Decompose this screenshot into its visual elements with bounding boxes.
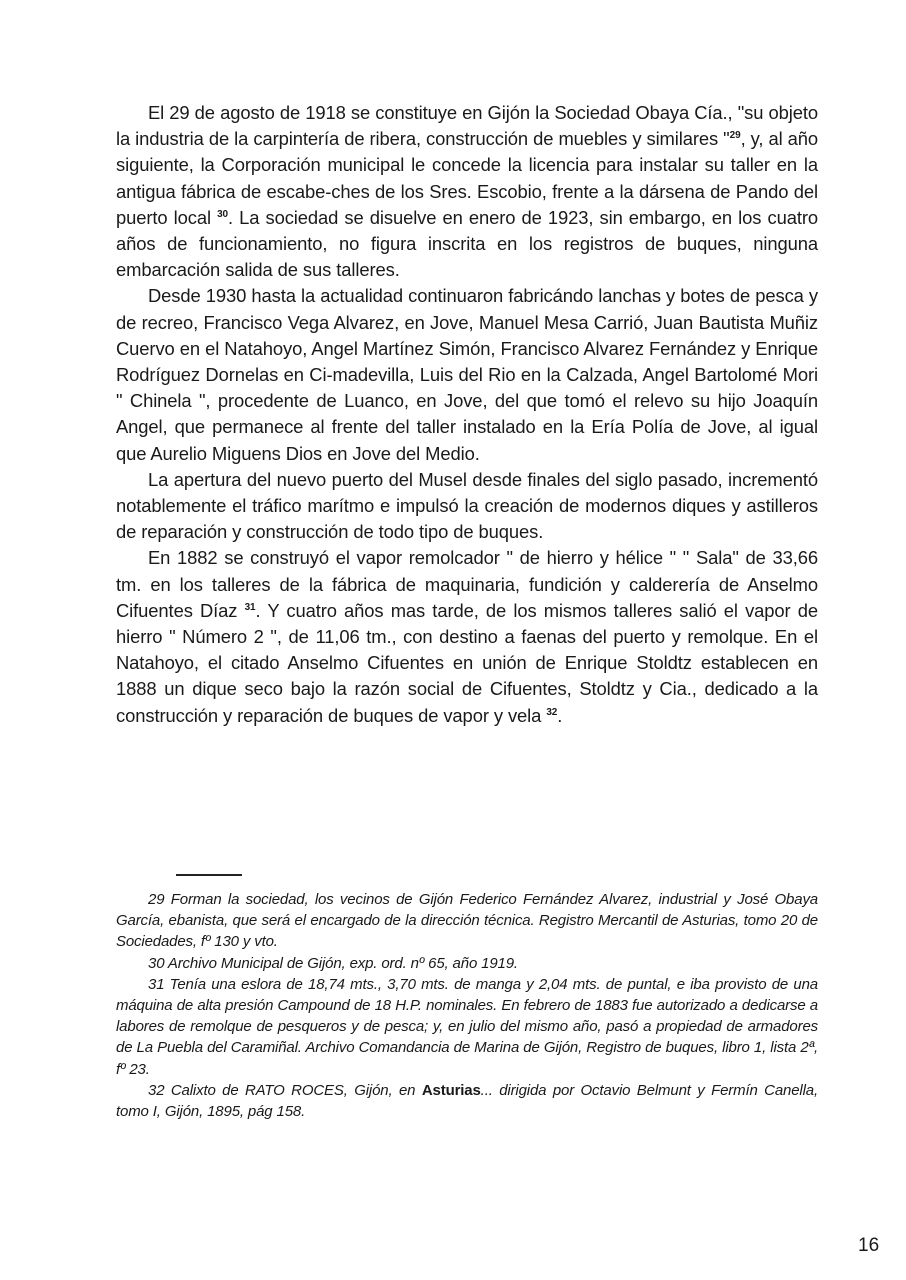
footnote-ref-32: 32 xyxy=(546,706,558,718)
footnotes xyxy=(116,889,818,1122)
footnote-separator xyxy=(176,874,242,876)
footnote-ref-30: 30 xyxy=(217,208,229,220)
footnote-ref-29: 29 xyxy=(729,130,741,142)
paragraph-1: El 29 de agosto de 1918 se constituye en Gijón la Sociedad Obaya Cía., "su objeto la industria de la carpintería de ribera, construcción de muebles y similares "$^{29}$, y, al año siguiente, la Corporación municipal le concede la licencia para instalar su taller en la antigua fábrica de escabe-ches de los Sres. Escobio, frente a la dársena de Pando del puerto local $^{30}$. La sociedad se disuelve en enero de 1923, sin embargo, en los cuatro años de funcionamiento, no figura inscrita en los registros de buques, ninguna embarcación salida de sus talleres. xyxy=(116,102,819,281)
footnote-30: 30 Archivo Municipal de Gijón, exp. ord. nº 65, año 1919. xyxy=(148,954,518,972)
footnote-ref-31: 31 xyxy=(244,601,256,613)
footnote-29: 29 Forman la sociedad, los vecinos de Gijón Federico Fernández Alvarez, industrial y José Obaya García, ebanista, que será el encargado de la dirección técnica. Registro Mercantil de Asturias, tomo 20 de Sociedades, fº 130 y vto. xyxy=(116,891,818,951)
footnote-32-bold-title: Asturias xyxy=(421,1081,481,1099)
footnote-31: 31 Tenía una eslora de 18,74 mts., 3,70 mts. de manga y 2,04 mts. de puntal, e iba provisto de una máquina de alta presión Campound de 18 H.P. nominales. En febrero de 1883 fue autorizado a dedicarse a labores de remolque de pesqueros y de pesca; y, en julio del mismo año, pasó a propiedad de armadores de La Puebla del Caramiñal. Archivo Comandancia de Marina de Gijón, Registro de buques, libro 1, lista 2ª, fº 23. xyxy=(116,975,818,1078)
paragraph-4: En 1882 se construyó el vapor remolcador " de hierro y hélice " " Sala" de 33,66 tm. en los talleres de la fábrica de maquinaria, fundición y calderería de Anselmo Cifuentes Díaz $^{31}$. Y cuatro años mas tarde, de los mismos talleres salió el vapor de hierro " Número 2 ", de 11,06 tm., con destino a faenas del puerto y remolque. En el Natahoyo, el citado Anselmo Cifuentes en unión de Enrique Stoldtz establecen en 1888 un dique seco bajo la razón social de Cifuentes, Stoldtz y Cia., dedicado a la construcción y reparación de buques de vapor y vela $^{32}$. xyxy=(116,547,818,726)
paragraph-2: Desde 1930 hasta la actualidad continuaron fabricándo lanchas y botes de pesca y de recreo, Francisco Vega Alvarez, en Jove, Manuel Mesa Carrió, Juan Bautista Muñiz Cuervo en el Natahoyo, Angel Martínez Simón, Francisco Alvarez Fernández y Enrique Rodríguez Dornelas en Ci-madevilla, Luis del Rio en la Calzada, Angel Bartolomé Mori " Chinela ", procedente de Luanco, en Jove, del que tomó el relevo su hijo Joaquín Angel, que permanece al frente del taller instalado en la Ería Polía de Jove, al igual que Aurelio Miguens Dios en Jove del Medio. xyxy=(116,285,818,464)
body-text xyxy=(116,100,818,729)
footnote-32: 32 Calixto de RATO ROCES, Gijón, en Asturias... dirigida por Octavio Belmunt y Fermín Canella, tomo I, Gijón, 1895, pág 158. xyxy=(116,1081,818,1121)
paragraph-3: La apertura del nuevo puerto del Musel desde finales del siglo pasado, incrementó notablemente el tráfico marítmo e impulsó la creación de modernos diques y astilleros de reparación y construcción de todo tipo de buques. xyxy=(116,468,818,543)
page-number: 16 xyxy=(858,1235,880,1256)
